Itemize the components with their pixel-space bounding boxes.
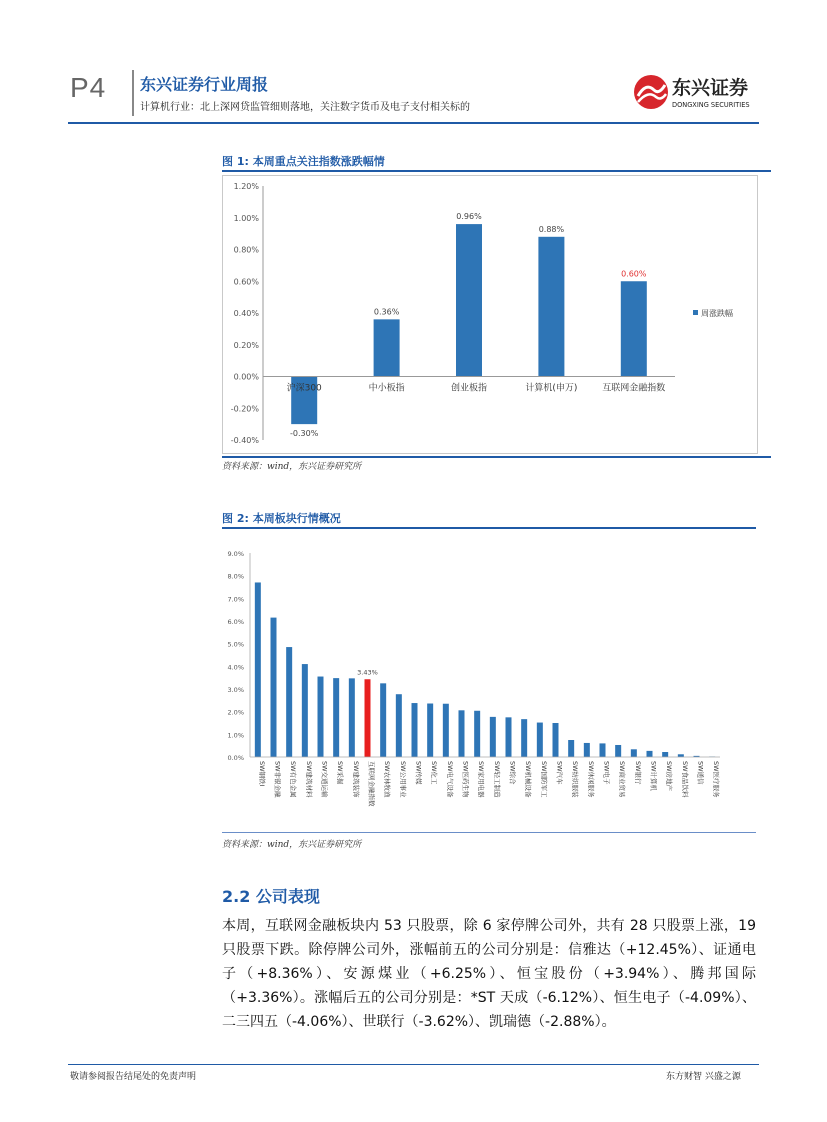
x-tick-label: 互联网金融指数: [602, 383, 666, 394]
company-logo: [632, 72, 762, 114]
x-tick-label: SW机械设备: [524, 761, 533, 798]
y-tick-label: 5.0%: [227, 640, 244, 649]
x-tick-label: SW采掘: [336, 761, 345, 785]
y-tick-label: 0.0%: [227, 754, 244, 762]
x-tick-label: 互联网金融指数: [367, 761, 376, 807]
bar: [568, 740, 574, 757]
data-label: 0.36%: [373, 307, 400, 317]
bar: [678, 754, 684, 757]
bar: [537, 723, 543, 757]
figure2-title: 图 2: 本周板块行情概况: [222, 512, 341, 525]
figure2-chart: [222, 531, 756, 823]
x-tick-label: SW食品饮料: [680, 761, 689, 798]
x-tick-label: SW银行: [633, 761, 642, 785]
x-tick-label: SW非银金融: [273, 761, 282, 798]
bar: [374, 319, 400, 376]
y-tick-label: 4.0%: [227, 663, 244, 672]
bar: [553, 723, 559, 757]
bar: [286, 647, 292, 757]
x-tick-label: SW综合: [508, 761, 517, 785]
legend-label: 周涨跌幅: [701, 309, 733, 318]
bar: [271, 618, 277, 757]
bar: [302, 664, 308, 757]
header-divider: [132, 70, 134, 116]
bar: [380, 683, 386, 757]
x-tick-label: SW家用电器: [477, 761, 486, 798]
y-tick-label: 6.0%: [227, 618, 244, 626]
y-tick-label: 7.0%: [227, 595, 244, 604]
bar: [333, 678, 339, 757]
bar: [538, 237, 564, 377]
data-label: 0.88%: [538, 224, 565, 234]
figure1-title: 图 1: 本周重点关注指数涨跌幅情: [222, 155, 385, 168]
x-tick-label: SW计算机: [649, 761, 658, 792]
bar: [255, 582, 261, 757]
y-tick-label: 0.60%: [233, 277, 259, 287]
x-tick-label: SW汽车: [555, 761, 564, 785]
x-tick-label: SW通信: [696, 761, 705, 785]
section-body: 本周，互联网金融板块内 53 只股票，除 6 家停牌公司外，共有 28 只股票上涨，19 只股票下跌。除停牌公司外，涨幅前五的公司分别是：信雅达（+12.45%）、证通电子（+8.36%）、安源煤业（+6.25%）、恒宝股份（+3.94%）、腾邦国际（+3.36%）。涨幅后五的公司分别是：*ST 天成（-6.12%）、恒生电子（-4.09%）、二三四五（-4.06%）、世联行（-3.62%）、凯瑞德（-2.88%）。: [222, 918, 756, 1030]
x-tick-label: SW商业贸易: [618, 761, 627, 798]
bar: [459, 710, 465, 757]
y-tick-label: 1.20%: [233, 182, 259, 191]
figure2-bottom-rule: [222, 832, 756, 833]
footer-rule: [68, 1064, 759, 1065]
figure1-bottom-rule: [222, 456, 771, 458]
data-label: 3.43%: [357, 668, 378, 677]
bar: [427, 704, 433, 757]
y-tick-label: -0.20%: [230, 404, 259, 414]
x-tick-label: SW休闲服务: [586, 761, 595, 798]
x-tick-label: 中小板指: [368, 383, 405, 394]
bar: [600, 743, 606, 757]
report-subtitle: 计算机行业：北上深网贷监管细则落地，关注数字货币及电子支付相关标的: [140, 102, 470, 113]
x-tick-label: SW传媒: [414, 761, 423, 785]
data-label: -0.30%: [290, 429, 319, 439]
footer-slogan: 东方财智 兴盛之源: [666, 1072, 741, 1082]
logo-text-en: DONGXING SECURITIES: [672, 101, 750, 109]
figure1-source: 资料来源：wind，东兴证券研究所: [222, 462, 362, 472]
bar: [474, 711, 480, 757]
y-tick-label: 3.0%: [227, 686, 244, 694]
y-tick-label: 9.0%: [227, 550, 244, 558]
x-tick-label: SW化工: [430, 761, 439, 785]
bar: [584, 743, 590, 757]
logo-text-cn: 东兴证券: [672, 77, 749, 99]
x-tick-label: SW交通运输: [320, 761, 329, 798]
x-tick-label: SW农林牧渔: [383, 761, 392, 798]
x-tick-label: SW轻工制造: [492, 761, 501, 798]
figure1-top-rule: [222, 170, 771, 172]
bar: [490, 717, 496, 757]
figure1-chart: [222, 175, 758, 454]
x-tick-label: SW电子: [602, 761, 611, 785]
figure2-chart-svg: [222, 531, 756, 823]
data-label: 0.96%: [456, 212, 482, 222]
x-tick-label: SW电气设备: [445, 761, 454, 798]
y-tick-label: 2.0%: [227, 708, 244, 717]
section-title: 2.2 公司表现: [222, 887, 320, 906]
x-tick-label: 计算机(申万): [525, 383, 578, 394]
x-tick-label: SW医疗服务: [712, 761, 721, 798]
figure1-chart-svg: [223, 176, 757, 453]
y-tick-label: 1.0%: [227, 731, 244, 740]
data-label: 0.60%: [621, 269, 647, 279]
figure2-top-rule: [222, 527, 756, 529]
logo-icon: [634, 75, 668, 109]
bar: [412, 703, 418, 757]
bar: [521, 719, 527, 757]
report-title: 东兴证券行业周报: [140, 75, 269, 94]
y-tick-label: 0.80%: [233, 245, 259, 255]
bar: [662, 752, 668, 757]
header-rule: [68, 122, 759, 124]
legend-swatch: [693, 310, 698, 315]
x-tick-label: SW公用事业: [398, 761, 407, 798]
y-tick-label: 8.0%: [227, 572, 244, 581]
x-tick-label: SW医药生物: [461, 761, 470, 798]
y-tick-label: 0.20%: [233, 340, 259, 350]
bar: [631, 749, 637, 757]
bar: [621, 281, 647, 376]
bar: [349, 678, 355, 757]
page-number: P4: [70, 72, 107, 103]
bar: [506, 717, 512, 757]
y-tick-label: 1.00%: [233, 213, 259, 223]
bar: [396, 694, 402, 757]
bar: [615, 745, 621, 757]
x-tick-label: 创业板指: [450, 383, 488, 394]
x-tick-label: SW纺织服装: [571, 761, 580, 798]
x-tick-label: SW建筑装饰: [351, 761, 360, 798]
x-tick-label: SW钢铁Ⅰ: [257, 761, 266, 787]
bar: [365, 679, 371, 757]
x-tick-label: SW有色金属: [289, 761, 298, 798]
bar: [318, 677, 324, 757]
x-tick-label: SW国防军工: [539, 761, 548, 798]
figure2-source: 资料来源：wind，东兴证券研究所: [222, 840, 362, 850]
footer-disclaimer: 敬请参阅报告结尾处的免责声明: [70, 1072, 197, 1082]
bar: [443, 704, 449, 757]
y-tick-label: -0.40%: [230, 436, 259, 445]
x-tick-label: SW房地产: [665, 761, 674, 792]
y-tick-label: 0.00%: [233, 372, 259, 382]
x-tick-label: SW建筑材料: [304, 761, 313, 798]
x-tick-label: 沪深300: [286, 383, 322, 394]
bar: [456, 224, 482, 376]
bar: [647, 751, 653, 757]
y-tick-label: 0.40%: [233, 309, 259, 318]
